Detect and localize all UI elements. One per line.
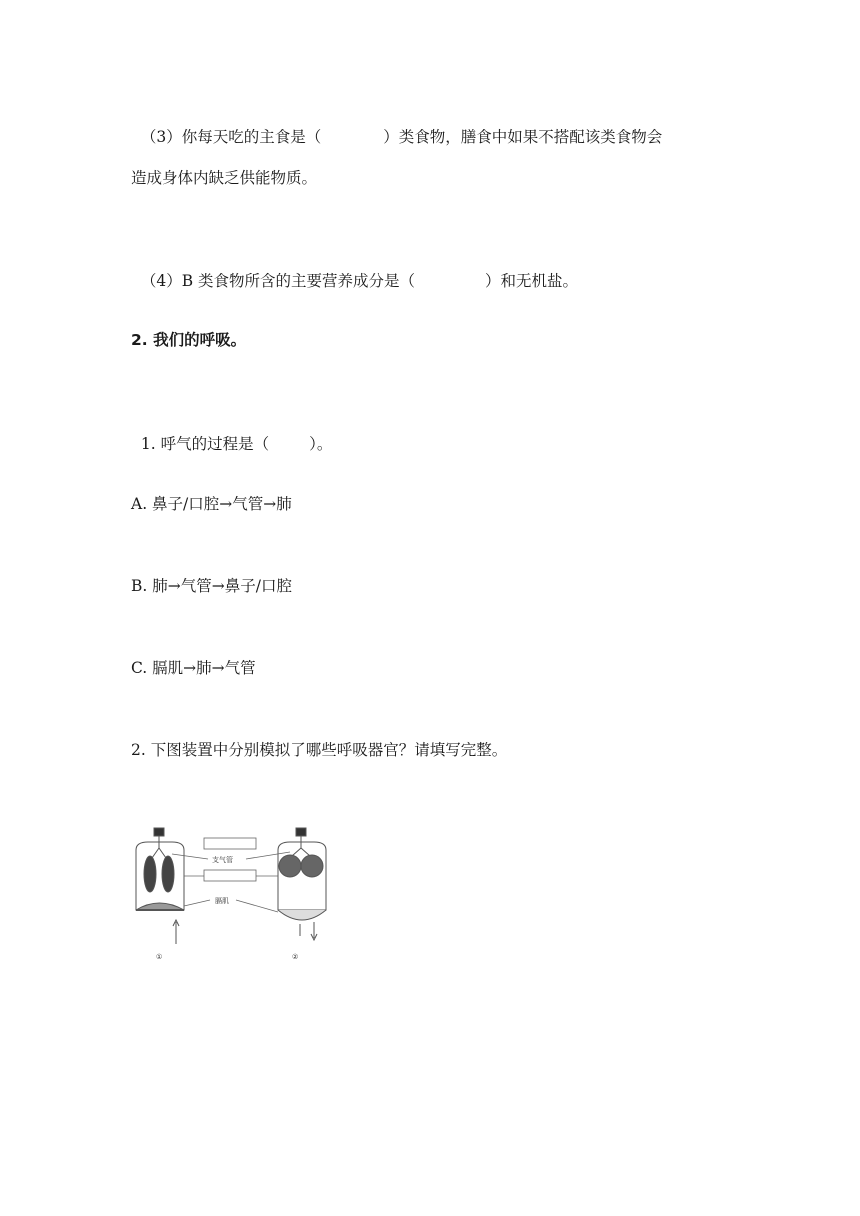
sub1-text-b: ）。 <box>309 435 333 453</box>
label-diaphragm: 膈肌 <box>215 897 229 905</box>
section-2-title: 2. 我们的呼吸。 <box>131 331 247 349</box>
option-b: B. 肺→气管→鼻子/口腔 <box>131 577 292 595</box>
option-a: A. 鼻子/口腔→气管→肺 <box>131 495 292 513</box>
q4-text-a: （4）B 类食物所含的主要营养成分是（ <box>140 272 416 290</box>
q4-text-b: ）和无机盐。 <box>485 272 579 290</box>
q3-text-b: ）类食物，膳食中如果不搭配该类食物会 <box>383 128 663 146</box>
label-bronchus: 支气管 <box>212 856 233 864</box>
label-jar-1: ① <box>156 953 163 961</box>
sub1-text-a: 1. 呼气的过程是（ <box>140 435 270 453</box>
lung-model-figure <box>128 826 343 966</box>
label-lines <box>172 838 290 912</box>
jar-1 <box>136 828 184 944</box>
sub2-stem: 2. 下图装置中分别模拟了哪些呼吸器官？请填写完整。 <box>131 741 508 759</box>
q3-line2: 造成身体内缺乏供能物质。 <box>131 169 318 187</box>
label-jar-2: ② <box>292 953 299 961</box>
option-c: C. 膈肌→肺→气管 <box>131 659 256 677</box>
sub1-stem <box>131 411 332 455</box>
q3-text-a: （3）你每天吃的主食是（ <box>140 128 322 146</box>
q3-line1 <box>131 104 662 148</box>
q4-line <box>131 248 578 292</box>
jar-2 <box>278 828 326 940</box>
